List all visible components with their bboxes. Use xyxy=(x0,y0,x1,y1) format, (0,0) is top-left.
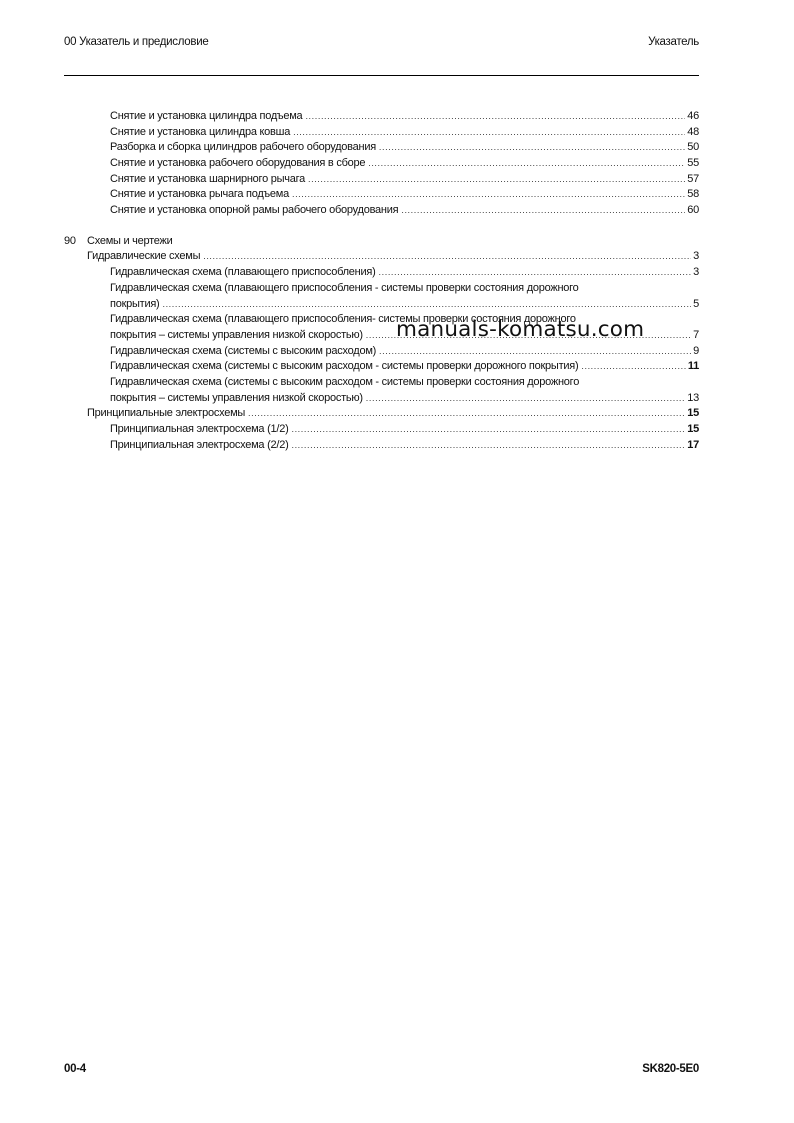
dot-leader xyxy=(203,249,691,265)
dot-leader xyxy=(379,344,691,360)
toc-entry-title: Принципиальная электросхема (1/2) xyxy=(110,423,289,436)
toc-entry-line1[interactable] xyxy=(64,375,699,391)
toc-entry[interactable] xyxy=(64,140,699,156)
toc-entry-title: Снятие и установка цилиндра ковша xyxy=(110,125,291,138)
toc-entry[interactable] xyxy=(64,422,699,438)
dot-leader xyxy=(293,125,685,141)
header-section-title: Указатель xyxy=(648,36,699,48)
toc-entry-title: Снятие и установка рычага подъема xyxy=(110,188,289,201)
toc-entry-page: 15 xyxy=(687,407,699,420)
section-spacer xyxy=(64,219,699,234)
page-footer xyxy=(64,1063,699,1079)
toc-entry-line2[interactable] xyxy=(64,297,699,313)
toc-entry-title: Гидравлическая схема (плавающего приспособления- системы проверки состояния дорожного xyxy=(110,313,576,326)
toc-entry-title: Гидравлическая схема (плавающего приспособления) xyxy=(110,266,376,279)
toc-entry-page: 58 xyxy=(687,188,699,201)
toc-entry-line1[interactable] xyxy=(64,281,699,297)
dot-leader xyxy=(305,109,685,125)
header-chapter-title: 00 Указатель и предисловие xyxy=(64,36,209,48)
toc-entry-title: Снятие и установка рабочего оборудования в сборе xyxy=(110,157,366,170)
toc-entry-title: Снятие и установка опорной рамы рабочего оборудования xyxy=(110,204,399,217)
toc-entry-title: Гидравлическая схема (плавающего приспособления - системы проверки состояния дорожного xyxy=(110,281,579,294)
toc-entry-page: 48 xyxy=(687,125,699,138)
toc-entry-title: Снятие и установка цилиндра подъема xyxy=(110,109,303,122)
dot-leader xyxy=(368,156,685,172)
toc-entry-page: 7 xyxy=(693,328,699,341)
toc-entry[interactable] xyxy=(64,359,699,375)
toc-entry-page: 57 xyxy=(687,172,699,185)
toc-entry[interactable] xyxy=(64,187,699,203)
dot-leader xyxy=(291,438,685,454)
toc-entry-page: 3 xyxy=(693,266,699,279)
toc-entry-page: 9 xyxy=(693,344,699,357)
toc-entry-title: Разборка и сборка цилиндров рабочего оборудования xyxy=(110,141,376,154)
toc-entry-line2[interactable] xyxy=(64,391,699,407)
dot-leader xyxy=(292,187,685,203)
toc-entry-title: Снятие и установка шарнирного рычага xyxy=(110,172,305,185)
dot-leader xyxy=(379,265,692,281)
toc-entry-page: 60 xyxy=(687,204,699,217)
watermark: manuals-komatsu.com xyxy=(396,317,645,342)
dot-leader xyxy=(366,391,685,407)
model-code: SK820-5E0 xyxy=(642,1063,699,1075)
toc-entry-page: 11 xyxy=(687,360,699,373)
toc-entry[interactable] xyxy=(64,109,699,125)
toc-entry[interactable] xyxy=(64,438,699,454)
toc-entry[interactable] xyxy=(64,265,699,281)
toc-subsection-electrical[interactable] xyxy=(64,406,699,422)
toc-entry-page: 5 xyxy=(693,297,699,310)
toc-subsection-hydraulic[interactable] xyxy=(64,250,699,266)
dot-leader xyxy=(162,297,691,313)
section-number: 90 xyxy=(64,234,76,247)
toc-entry-title: Гидравлическая схема (системы с высоким расходом - системы проверки дорожного покрытия) xyxy=(110,360,579,373)
header-divider xyxy=(64,75,699,76)
toc-entry-page: 15 xyxy=(687,423,699,436)
toc-entry-title: Принципиальные электросхемы xyxy=(87,407,246,420)
toc-entry[interactable] xyxy=(64,344,699,360)
dot-leader xyxy=(291,422,685,438)
dot-leader xyxy=(379,140,685,156)
dot-leader xyxy=(308,172,685,188)
toc-entry[interactable] xyxy=(64,172,699,188)
toc-entry-title: Принципиальная электросхема (2/2) xyxy=(110,438,289,451)
toc-entry-page: 17 xyxy=(687,438,699,451)
toc-entry-page: 3 xyxy=(693,250,699,263)
dot-leader xyxy=(401,203,685,219)
toc-entry-page: 55 xyxy=(687,157,699,170)
toc-entry-title-cont: покрытия) xyxy=(110,297,160,310)
dot-leader xyxy=(248,406,685,422)
toc-entry-title-cont: покрытия – системы управления низкой скоростью) xyxy=(110,391,363,404)
section-title: Схемы и чертежи xyxy=(87,234,173,247)
toc-entry[interactable] xyxy=(64,156,699,172)
page-header xyxy=(64,36,699,52)
toc-entry[interactable] xyxy=(64,125,699,141)
toc-entry-page: 50 xyxy=(687,141,699,154)
toc-entry-page: 46 xyxy=(687,109,699,122)
dot-leader xyxy=(581,359,685,375)
toc-entry-title-cont: покрытия – системы управления низкой скоростью) xyxy=(110,328,363,341)
page-number: 00-4 xyxy=(64,1063,86,1075)
table-of-contents xyxy=(64,109,699,453)
toc-entry-title: Гидравлическая схема (системы с высоким расходом - системы проверки состояния дорожного xyxy=(110,375,580,388)
toc-section-heading[interactable] xyxy=(64,234,699,250)
toc-entry-title: Гидравлическая схема (системы с высоким расходом) xyxy=(110,344,377,357)
toc-entry-page: 13 xyxy=(687,391,699,404)
toc-entry[interactable] xyxy=(64,203,699,219)
toc-entry-title: Гидравлические схемы xyxy=(87,250,201,263)
